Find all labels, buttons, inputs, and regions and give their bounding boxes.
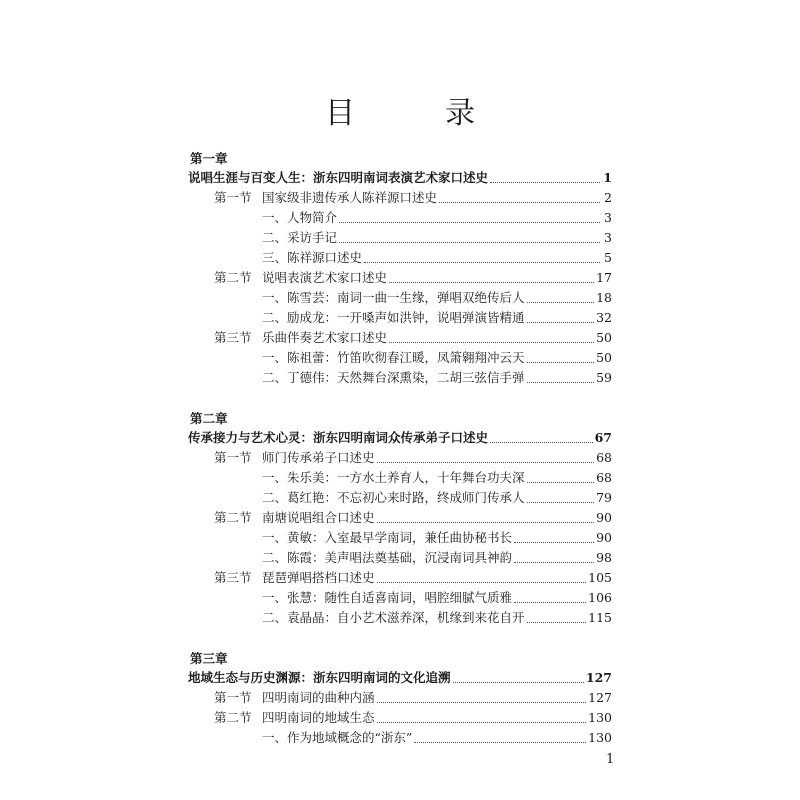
subsection-title: 二、励成龙：一开嗓声如洪钟，说唱弹演皆精通: [262, 310, 525, 325]
section-number: 第一节: [214, 450, 252, 465]
section-number: 第三节: [214, 570, 252, 585]
chapter-page: 127: [585, 670, 612, 685]
subsection-entry[interactable]: [190, 348, 612, 368]
subsection-entry[interactable]: [190, 548, 612, 568]
subsection-page: 90: [596, 530, 612, 545]
section-title: 说唱表演艺术家口述史: [262, 270, 388, 285]
subsection-page: 115: [588, 610, 612, 625]
subsection-entry[interactable]: [190, 528, 612, 548]
dot-leader: [527, 321, 595, 323]
subsection-title: 一、张慧：随性自适喜南词，唱腔细腻气质雅: [262, 590, 513, 605]
section-number: 第三节: [214, 330, 252, 345]
section-title: 琵琶弹唱搭档口述史: [262, 570, 375, 585]
dot-leader: [439, 201, 600, 203]
chapter-label: 第三章: [190, 651, 228, 666]
subsection-page: 79: [596, 490, 612, 505]
chapter-page: 67: [594, 430, 612, 445]
dot-leader: [364, 261, 600, 263]
dot-leader: [389, 281, 594, 283]
section-title: 四明南词的曲种内涵: [262, 690, 375, 705]
dot-leader: [377, 721, 587, 723]
section-title: 南塘说唱组合口述史: [262, 510, 375, 525]
subsection-page: 5: [604, 250, 612, 265]
chapter-entry[interactable]: [188, 168, 612, 188]
page-title: 目 录: [325, 96, 505, 131]
section-entry[interactable]: [190, 688, 612, 708]
chapter-page: 1: [603, 170, 612, 185]
chapter-label: 第二章: [190, 411, 228, 426]
subsection-title: 一、朱乐美：一方水土养育人，十年舞台功夫深: [262, 470, 525, 485]
subsection-entry[interactable]: [190, 488, 612, 508]
subsection-title: 二、葛红艳：不忘初心来时路，终成师门传承人: [262, 490, 525, 505]
dot-leader: [527, 361, 595, 363]
subsection-page: 106: [588, 590, 612, 605]
chapter-title: 地域生态与历史渊源：浙东四明南词的文化追溯: [188, 670, 451, 685]
chapter-spacer: [190, 388, 612, 410]
dot-leader: [414, 741, 586, 743]
subsection-entry[interactable]: [190, 368, 612, 388]
section-page: 17: [596, 270, 612, 285]
dot-leader: [514, 541, 594, 543]
subsection-page: 3: [604, 230, 612, 245]
subsection-entry[interactable]: [190, 248, 612, 268]
subsection-entry[interactable]: [190, 728, 612, 748]
subsection-title: 二、采访手记: [262, 230, 338, 245]
dot-leader: [527, 621, 587, 623]
dot-leader: [527, 501, 595, 503]
subsection-entry[interactable]: [190, 208, 612, 228]
dot-leader: [377, 701, 587, 703]
chapter-title: 传承接力与艺术心灵：浙东四明南词众传承弟子口述史: [188, 430, 489, 445]
section-title: 四明南词的地域生态: [262, 710, 375, 725]
subsection-entry[interactable]: [190, 468, 612, 488]
subsection-page: 18: [596, 290, 612, 305]
section-entry[interactable]: [190, 448, 612, 468]
section-number: 第二节: [214, 710, 252, 725]
section-page: 105: [588, 570, 612, 585]
subsection-title: 一、陈祖蕾：竹笛吹彻春江暖，凤箫翱翔冲云天: [262, 350, 525, 365]
subsection-page: 59: [596, 370, 612, 385]
section-title: 乐曲伴奏艺术家口述史: [262, 330, 388, 345]
chapter-label: 第一章: [190, 151, 228, 166]
section-entry[interactable]: [190, 328, 612, 348]
dot-leader: [453, 681, 584, 683]
subsection-entry[interactable]: [190, 608, 612, 628]
section-page: 130: [588, 710, 612, 725]
subsection-page: 3: [604, 210, 612, 225]
dot-leader: [377, 581, 587, 583]
subsection-entry[interactable]: [190, 288, 612, 308]
chapter-entry[interactable]: [188, 668, 612, 688]
chapter-title: 说唱生涯与百变人生：浙东四明南词表演艺术家口述史: [188, 170, 489, 185]
subsection-page: 32: [596, 310, 612, 325]
dot-leader: [490, 441, 593, 443]
subsection-page: 68: [596, 470, 612, 485]
dot-leader: [490, 181, 600, 183]
subsection-page: 130: [588, 730, 612, 745]
dot-leader: [339, 221, 600, 223]
section-number: 第一节: [214, 190, 252, 205]
section-number: 第二节: [214, 510, 252, 525]
subsection-title: 一、人物简介: [262, 210, 338, 225]
subsection-entry[interactable]: [190, 308, 612, 328]
subsection-page: 50: [596, 350, 612, 365]
section-entry[interactable]: [190, 268, 612, 288]
dot-leader: [377, 521, 595, 523]
chapter-entry[interactable]: [188, 428, 612, 448]
subsection-title: 一、陈雪芸：南词一曲一生缘，弹唱双绝传后人: [262, 290, 525, 305]
page-number: 1: [606, 752, 615, 767]
table-of-contents: [190, 150, 612, 748]
dot-leader: [527, 481, 595, 483]
section-title: 师门传承弟子口述史: [262, 450, 375, 465]
section-title: 国家级非遗传承人陈祥源口述史: [262, 190, 438, 205]
section-entry[interactable]: [190, 508, 612, 528]
section-page: 2: [604, 190, 612, 205]
section-entry[interactable]: [190, 568, 612, 588]
dot-leader: [389, 341, 594, 343]
subsection-title: 二、袁晶晶：自小艺术滋养深，机缘到来花自开: [262, 610, 525, 625]
subsection-title: 三、陈祥源口述史: [262, 250, 363, 265]
dot-leader: [527, 381, 595, 383]
subsection-entry[interactable]: [190, 228, 612, 248]
dot-leader: [514, 561, 594, 563]
dot-leader: [514, 601, 586, 603]
subsection-entry[interactable]: [190, 588, 612, 608]
section-number: 第一节: [214, 690, 252, 705]
section-entry[interactable]: [190, 708, 612, 728]
section-page: 90: [596, 510, 612, 525]
section-page: 127: [588, 690, 612, 705]
section-page: 50: [596, 330, 612, 345]
section-number: 第二节: [214, 270, 252, 285]
section-entry[interactable]: [190, 188, 612, 208]
subsection-title: 一、黄敏：入室最早学南词，兼任曲协秘书长: [262, 530, 513, 545]
dot-leader: [527, 301, 595, 303]
subsection-title: 二、丁德伟：天然舞台深熏染，二胡三弦信手弹: [262, 370, 525, 385]
dot-leader: [377, 461, 595, 463]
subsection-page: 98: [596, 550, 612, 565]
section-page: 68: [596, 450, 612, 465]
dot-leader: [339, 241, 600, 243]
chapter-spacer: [190, 628, 612, 650]
subsection-title: 一、作为地域概念的“浙东”: [262, 730, 413, 745]
subsection-title: 二、陈霞：美声唱法奠基础，沉浸南词具神韵: [262, 550, 513, 565]
